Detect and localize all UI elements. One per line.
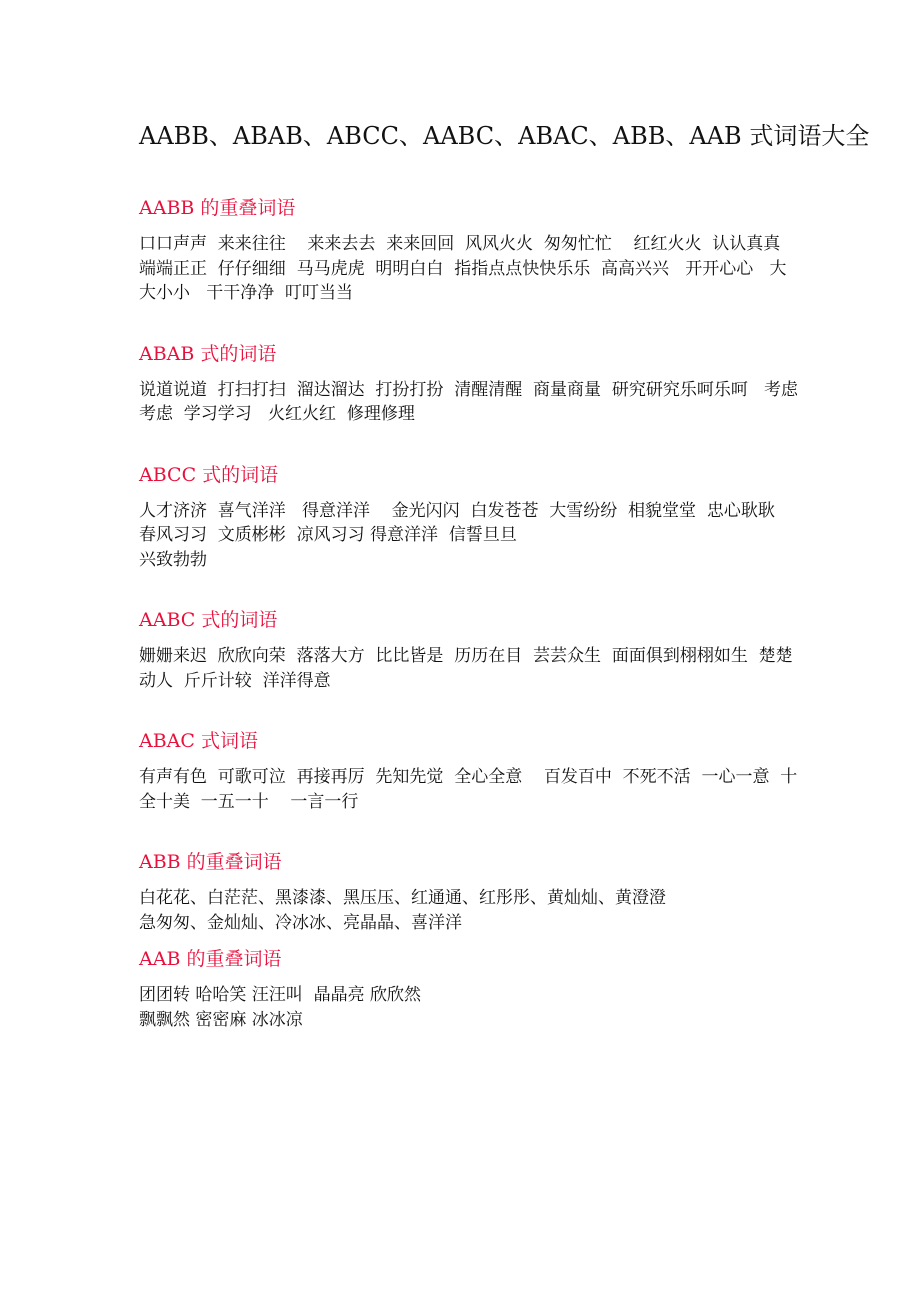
section-heading: AABC 式的词语: [139, 609, 278, 631]
section-words: 白花花、白茫茫、黑漆漆、黑压压、红通通、红彤彤、黄灿灿、黄澄澄 急匆匆、金灿灿、冷冰冰、亮晶晶、喜洋洋: [139, 888, 666, 933]
section-abac: [139, 727, 799, 814]
section-heading: ABCC 式的词语: [139, 463, 279, 486]
section-aabb: [139, 194, 799, 306]
section-words: 团团转 哈哈笑 汪汪叫 晶晶亮 欣欣然 飘飘然 密密麻 冰冰凉: [139, 985, 422, 1030]
section-abb: [139, 848, 799, 935]
section-heading: AABB 的重叠词语: [139, 197, 296, 219]
section-abcc: [139, 461, 799, 573]
section-aabc: [139, 606, 799, 693]
section-heading: ABB 的重叠词语: [139, 851, 282, 873]
section-heading: ABAC 式词语: [139, 730, 258, 752]
section-abab: [139, 340, 799, 427]
section-words: 有声有色 可歌可泣 再接再厉 先知先觉 全心全意 百发百中 不死不活 一心一意 十全十美 一五一十 一言一行: [139, 767, 798, 812]
section-heading: AAB 的重叠词语: [139, 948, 282, 970]
section-words: 说道说道 打扫打扫 溜达溜达 打扮打扮 清醒清醒 商量商量 研究研究乐呵乐呵 考虑考虑 学习学习 火红火红 修理修理: [139, 379, 799, 424]
section-words: 口口声声 来来往往 来来去去 来来回回 风风火火 匆匆忙忙 红红火火 认认真真 端端正正 仔仔细细 马马虎虎 明明白白 指指点点快快乐乐 高高兴兴 开开心心 大大小小 干干净净 叮叮当当: [139, 234, 797, 303]
document-title: AABB、ABAB、ABCC、AABC、ABAC、ABB、AAB 式词语大全: [139, 122, 870, 150]
section-heading: ABAB 式的词语: [139, 342, 277, 365]
document-page: [139, 118, 870, 1032]
section-words: 姗姗来迟 欣欣向荣 落落大方 比比皆是 历历在目 芸芸众生 面面俱到栩栩如生 楚楚动人 斤斤计较 洋洋得意: [139, 646, 793, 691]
section-aab: [139, 945, 799, 1032]
section-words: 人才济济 喜气洋洋 得意洋洋 金光闪闪 白发苍苍 大雪纷纷 相貌堂堂 忠心耿耿 春风习习 文质彬彬 凉风习习 得意洋洋 信誓旦旦 兴致勃勃: [139, 500, 775, 570]
